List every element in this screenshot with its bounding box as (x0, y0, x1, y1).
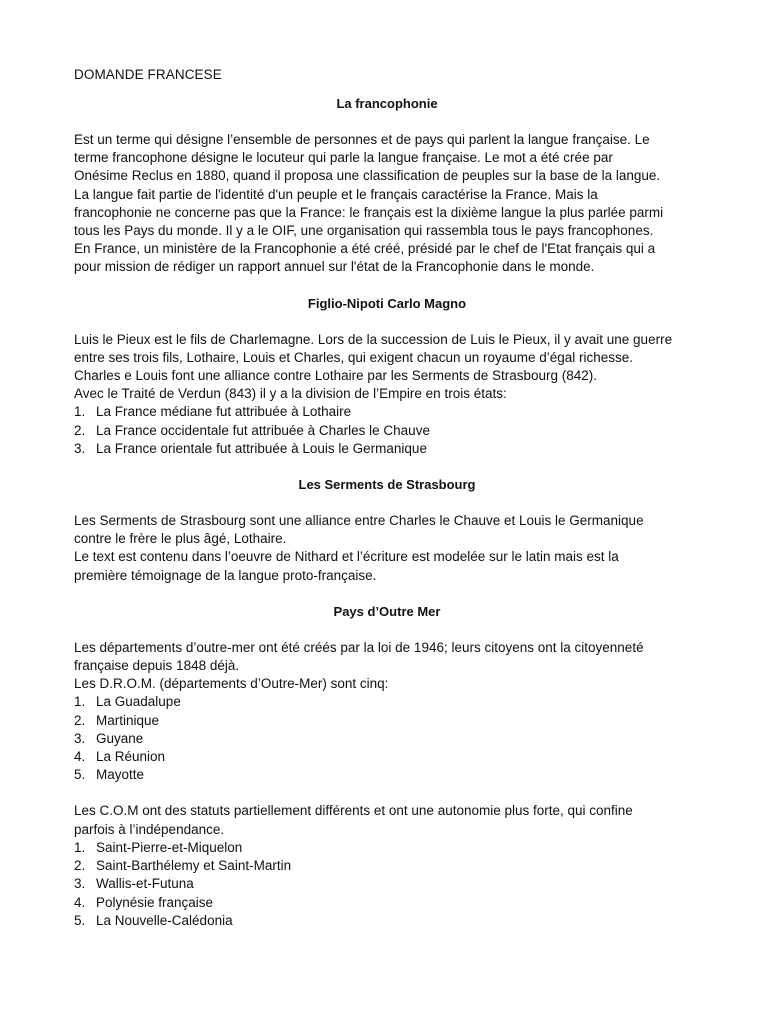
list-item-text: La Nouvelle-Calédonia (96, 912, 233, 928)
paragraph-line: Les C.O.M ont des statuts partiellement différents et ont une autonomie plus forte, qui confine (74, 803, 633, 819)
paragraph-line: française depuis 1848 déjà. (74, 658, 240, 674)
paragraph-line: La langue fait partie de l'identité d'un peuple et le français caractérise la France. Mais la (74, 186, 598, 202)
paragraph-line: Luis le Pieux est le fils de Charlemagne. Lors de la succession de Luis le Pieux, il y avait une guerre (74, 331, 673, 347)
paragraph-line: parfois à l’indépendance. (74, 821, 225, 837)
list-item-text: Wallis-et-Futuna (96, 876, 194, 892)
list-number: 5. (74, 767, 86, 783)
section-carlo-magno (74, 295, 700, 476)
list-item (74, 894, 700, 912)
section-paragraph (74, 512, 700, 585)
paragraph-line: tous les Pays du monde. Il y a le OIF, une organisation qui rassembla tous le pays francophones. (74, 223, 654, 239)
spacer (74, 784, 700, 802)
list-number: 3. (74, 730, 86, 746)
list-item (74, 440, 700, 458)
paragraph-line: Est un terme qui désigne l’ensemble de personnes et de pays qui parlent la langue française. Le (74, 132, 650, 147)
list-item (74, 912, 700, 930)
list-item (74, 839, 700, 857)
paragraph-line: francophonie ne concerne pas que la France: le français est la dixième langue la plus parlée parmi (74, 204, 664, 220)
paragraph-line: Le text est contenu dans l’oeuvre de Nithard et l’écriture est modelée sur le latin mais est la (74, 549, 619, 565)
list-number: 1. (74, 839, 86, 855)
list-item-text: Saint-Barthélemy et Saint-Martin (96, 858, 292, 874)
list-item (74, 875, 700, 893)
spacer (74, 458, 700, 476)
paragraph-line: Onésime Reclus en 1880, quand il proposa une classification de peuples sur la base de la langue. (74, 168, 661, 184)
paragraph-line: Charles e Louis font une alliance contre Lothaire par les Serments de Strasbourg (842). (74, 368, 598, 384)
section-paragraph (74, 639, 700, 694)
section-paragraph (74, 131, 700, 277)
numbered-list-drom (74, 693, 700, 784)
numbered-list (74, 403, 700, 458)
paragraph-line: Les Serments de Strasbourg sont une alliance entre Charles le Chauve et Louis le Germanique (74, 513, 644, 529)
paragraph-line: pour mission de rédiger un rapport annuel sur l'état de la Francophonie dans le monde. (74, 259, 595, 275)
list-item-text: La France occidentale fut attribuée à Charles le Chauve (96, 422, 430, 438)
list-item (74, 766, 700, 784)
spacer (74, 585, 700, 603)
paragraph-line: Avec le Traité de Verdun (843) il y a la division de l’Empire en trois états: (74, 386, 507, 402)
list-item (74, 403, 700, 421)
paragraph-line: première témoignage de la langue proto-française. (74, 567, 377, 583)
section-heading: Pays d’Outre Mer (333, 603, 441, 619)
section-paragraph (74, 331, 700, 404)
paragraph-line: contre le frère le plus âgé, Lothaire. (74, 531, 287, 547)
paragraph-line: entre ses trois fils, Lothaire, Louis et Charles, qui exigent chacun un royaume d’égal richesse. (74, 349, 634, 365)
paragraph-line: En France, un ministère de la Francophonie a été créé, présidé par le chef de l'Etat français qui a (74, 241, 656, 257)
list-item (74, 857, 700, 875)
list-item-text: Guyane (96, 730, 144, 746)
list-item (74, 730, 700, 748)
list-item-text: La Réunion (96, 749, 166, 765)
list-number: 2. (74, 422, 86, 438)
list-item (74, 693, 700, 711)
list-item (74, 422, 700, 440)
paragraph-line: terme francophone désigne le locuteur qui parle la langue française. Le mot a été crée par (74, 150, 613, 166)
list-number: 5. (74, 912, 86, 928)
paragraph-line: Les départements d’outre-mer ont été créés par la loi de 1946; leurs citoyens ont la citoyenneté (74, 639, 644, 655)
document-page (74, 66, 700, 930)
section-serments-strasbourg (74, 476, 700, 603)
list-item-text: La France orientale fut attribuée à Louis le Germanique (96, 440, 427, 456)
list-number: 3. (74, 440, 86, 456)
list-item-text: Saint-Pierre-et-Miquelon (96, 839, 243, 855)
list-number: 4. (74, 749, 86, 765)
section-francophonie (74, 95, 700, 295)
list-item (74, 748, 700, 766)
section-paragraph (74, 802, 700, 838)
list-item-text: Mayotte (96, 767, 145, 783)
spacer (74, 277, 700, 295)
list-number: 2. (74, 858, 86, 874)
list-item-text: Martinique (96, 712, 160, 728)
list-item (74, 712, 700, 730)
numbered-list-com (74, 839, 700, 930)
list-number: 3. (74, 876, 86, 892)
list-item-text: Polynésie française (96, 894, 214, 910)
list-number: 1. (74, 404, 86, 420)
list-number: 1. (74, 694, 86, 710)
section-pays-outre-mer (74, 603, 700, 930)
list-item-text: La France médiane fut attribuée à Lothaire (96, 404, 352, 420)
section-heading: La francophonie (336, 96, 438, 111)
section-heading: Figlio-Nipoti Carlo Magno (307, 295, 467, 311)
list-number: 2. (74, 712, 86, 728)
list-number: 4. (74, 894, 86, 910)
section-heading: Les Serments de Strasbourg (298, 477, 476, 493)
document-title: DOMANDE FRANCESE (74, 67, 222, 82)
paragraph-line: Les D.R.O.M. (départements d’Outre-Mer) sont cinq: (74, 676, 389, 692)
list-item-text: La Guadalupe (96, 694, 181, 710)
